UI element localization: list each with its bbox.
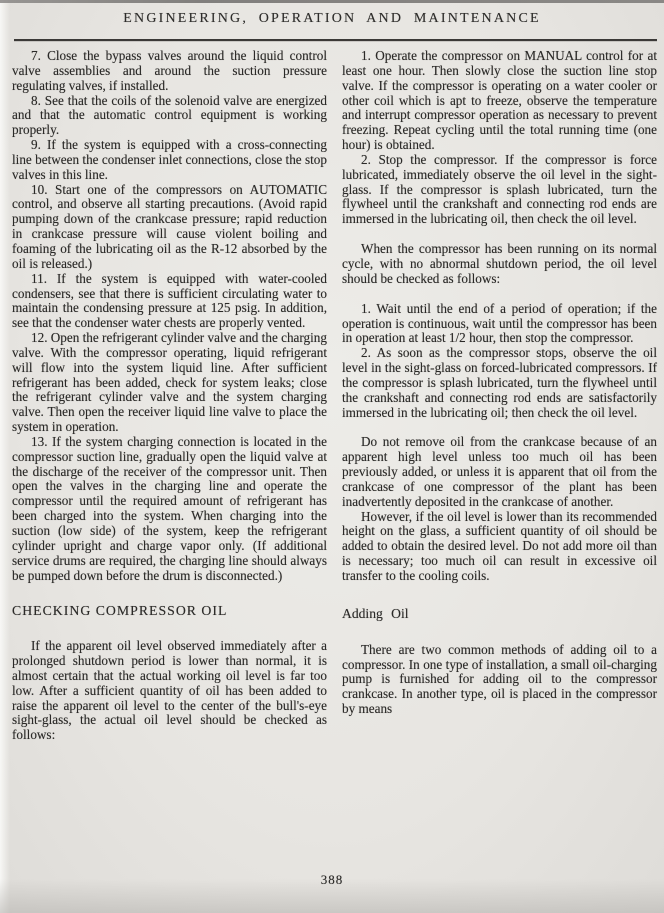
section-heading: Adding Oil: [342, 605, 409, 621]
scan-artifact-top-edge: [0, 0, 664, 3]
paragraph: 10. Start one of the compressors on AUTOMATIC control, and observe all starting precautions. (Avoid rapid pumping down of the crankcase pressure; rapid reduction in crankcase pressure will cause violent boiling and foaming of the lubricating oil as the R-12 absorbed by the oil is released.): [12, 181, 327, 271]
paragraph: 8. See that the coils of the solenoid valve are energized and that the automatic control equipment is working properly.: [12, 92, 327, 138]
paragraph: When the compressor has been running on its normal cycle, with no abnormal shutdown period, the oil level should be checked as follows:: [342, 241, 657, 286]
page-number: 388: [320, 872, 344, 887]
paragraph: 1. Operate the compressor on MANUAL control for at least one hour. Then slowly close the suction line stop valve. If the compressor is operating on a water cooler or other coil which is apt to freeze, observe the temperature and interrupt compressor operation as necessary to prevent freezing. Repeat cycling until the total running time (one hour) is obtained.: [342, 48, 657, 153]
running-header: ENGINEERING, OPERATION AND MAINTENANCE: [123, 11, 541, 26]
paragraph: Do not remove oil from the crankcase because of an apparent high level unless too much oil has been previously added, or unless it is apparent that oil from the crankcase of one compressor of the plant has been inadvertently deposited in the crankcase of another.: [342, 434, 657, 509]
two-column-layout: [12, 49, 657, 743]
paragraph: 12. Open the refrigerant cylinder valve and the charging valve. With the compressor operating, liquid refrigerant will flow into the system liquid line. After sufficient refrigerant has been added, check for system leaks; close the refrigerant cylinder valve and the system charging valve. Then open the receiver liquid line valve to place the system in operation.: [12, 330, 327, 435]
left-column: [12, 49, 327, 743]
paragraph: If the apparent oil level observed immediately after a prolonged shutdown period is lower than normal, it is almost certain that the actual working oil level is far too low. After a sufficient quantity of oil has been added to raise the apparent oil level to the center of the bull's-eye sight-glass, the actual oil level should be checked as follows:: [12, 638, 327, 743]
paragraph: 11. If the system is equipped with water-cooled condensers, see that there is sufficient circulating water to maintain the condensing pressure at 125 psig. In addition, see that the condenser water chests are properly vented.: [12, 270, 327, 331]
paragraph: However, if the oil level is lower than its recommended height on the glass, a sufficient quantity of oil should be added to obtain the desired level. Do not add more oil than is necessary; too much oil can result in excessive oil transfer to the cooling coils.: [342, 508, 657, 583]
paragraph: 2. Stop the compressor. If the compressor is force lubricated, immediately observe the oil level in the sight-glass. If the compressor is splash lubricated, turn the flywheel until the crankshaft and connecting rod ends are immersed in the lubricating oil, then check the oil level.: [342, 151, 657, 227]
right-column: [342, 49, 657, 743]
paragraph: 2. As soon as the compressor stops, observe the oil level in the sight-glass on forced-lubricated compressors. If the compressor is splash lubricated, turn the flywheel until the crankshaft and connecting rod ends are satisfactorily immersed in the lubricating oil; then check the oil level.: [342, 345, 657, 420]
paragraph: There are two common methods of adding oil to a compressor. In one type of installation, a small oil-charging pump is furnished for adding oil to the compressor crankcase. In another type, oil is placed in the compressor by means: [342, 641, 657, 717]
paragraph: 7. Close the bypass valves around the liquid control valve assemblies and around the suction pressure regulating valves, if installed.: [12, 48, 327, 93]
header-rule: [14, 39, 657, 41]
paragraph: 9. If the system is equipped with a cross-connecting line between the condenser inlet connections, close the stop valves in this line.: [12, 137, 327, 182]
paragraph: 13. If the system charging connection is located in the compressor suction line, gradually open the liquid valve at the discharge of the receiver of the compressor unit. Then open the valves in the charging line and operate the compressor until the required amount of refrigerant has been charged into the system. When charging into the suction (low side) of the system, keep the refrigerant cylinder upright and charge vapor only. (If additional service drums are required, the charging line should always be pumped down before the drum is disconnected.): [12, 433, 327, 583]
section-heading: CHECKING COMPRESSOR OIL: [12, 603, 228, 619]
paragraph: 1. Wait until the end of a period of operation; if the operation is continuous, wait until the compressor has been in operation at least 1/2 hour, then stop the compressor.: [342, 300, 657, 346]
